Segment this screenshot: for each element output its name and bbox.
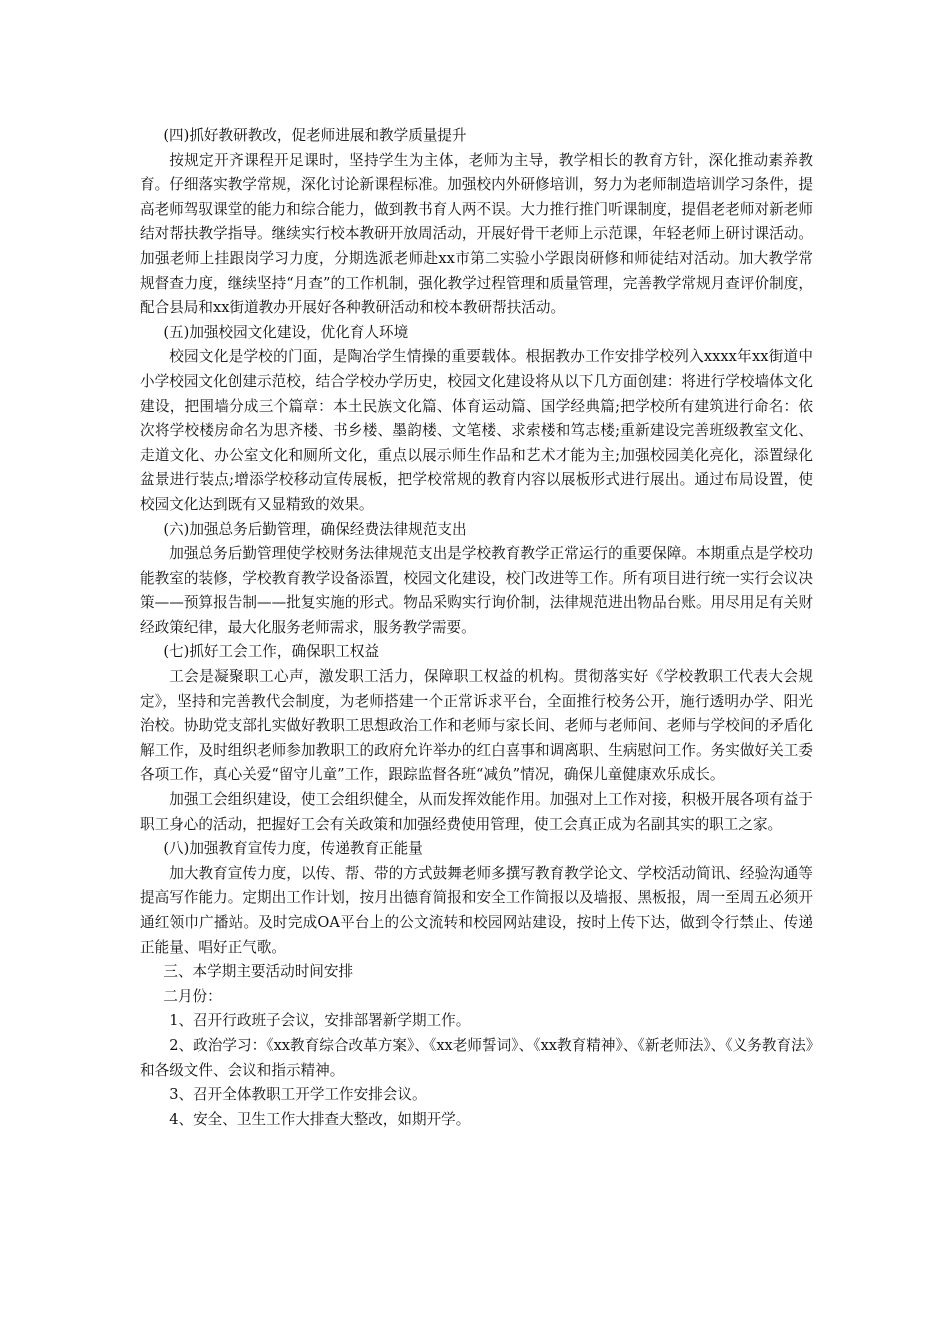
list-item: 2、政治学习：《xx教育综合改革方案》、《xx老师誓词》、《xx教育精神》、《新老师法》、《义务教育法》和各级文件、会议和指示精神。 [140, 1036, 813, 1079]
paragraph: 按规定开齐课程开足课时，坚持学生为主体，老师为主导，教学相长的教育方针，深化推动素养教育。仔细落实教学常规，深化讨论新课程标准。加强校内外研修培训，努力为老师制造培训学习条件，提高老师驾驭课堂的能力和综合能力，做到教书育人两不误。大力推行推门听课制度，提倡老老师对新老师结对帮扶教学指导。继续实行校本教研开放周活动，开展好骨干老师上示范课，年轻老师上研讨课活动。加强老师上挂跟岗学习力度，分期选派老师赴xx市第二实验小学跟岗研修和师徒结对活动。加大教学常规督查力度，继续坚持“月查”的工作机制，强化教学过程管理和质量管理，完善教学常规月查评价制度，配合县局和xx街道教办开展好各种教研活动和校本教研帮扶活动。 [140, 151, 813, 317]
paragraph: 加强总务后勤管理使学校财务法律规范支出是学校教育教学正常运行的重要保障。本期重点是学校功能教室的装修，学校教育教学设备添置，校园文化建设，校门改进等工作。所有项目进行统一实行会议决策——预算报告制——批复实施的形式。物品采购实行询价制，法律规范进出物品台账。用尽用足有关财经政策纪律，最大化服务老师需求，服务教学需要。 [140, 545, 813, 636]
section-heading: (六)加强总务后勤管理，确保经费法律规范支出 [163, 520, 467, 538]
list-item: 1、召开行政班子会议，安排部署新学期工作。 [169, 1012, 471, 1030]
paragraph: 加强工会组织建设，使工会组织健全，从而发挥效能作用。加强对上工作对接，积极开展各项有益于职工身心的活动，把握好工会有关政策和加强经费使用管理，使工会真正成为名副其实的职工之家。 [140, 791, 813, 833]
section-heading: 三、本学期主要活动时间安排 [163, 963, 354, 981]
section-heading: (四)抓好教研教改，促老师进展和教学质量提升 [163, 127, 467, 144]
paragraph: 加大教育宣传力度，以传、帮、带的方式鼓舞老师多撰写教育教学论文、学校活动简讯、经验沟通等提高写作能力。定期出工作计划，按月出德育简报和安全工作简报以及墙报、黑板报，周一至周五必须开通红领巾广播站。及时完成OA平台上的公文流转和校园网站建设，按时上传下达，做到令行禁止、传递正能量、唱好正气歌。 [140, 864, 813, 956]
list-item: 3、召开全体教职工开学工作安排会议。 [169, 1086, 427, 1104]
section-heading: (五)加强校园文化建设，优化育人环境 [163, 323, 409, 341]
month-heading: 二月份： [163, 987, 222, 1005]
section-heading: (八)加强教育宣传力度，传递教育正能量 [163, 840, 423, 858]
section-heading: (七)抓好工会工作，确保职工权益 [163, 643, 380, 661]
paragraph: 工会是凝聚职工心声，激发职工活力，保障职工权益的机构。贯彻落实好《学校教职工代表大会规定》，坚持和完善教代会制度，为老师搭建一个正常诉求平台，全面推行校务公开，施行透明办学、阳光治校。协助党支部扎实做好教职工思想政治工作和老师与家长间、老师与老师间、老师与学校间的矛盾化解工作，及时组织老师参加教职工的政府允许举办的红白喜事和调离职、生病慰问工作。务实做好关工委各项工作，真心关爱“留守儿童”工作，跟踪监督各班“减负”情况，确保儿童健康欢乐成长。 [140, 668, 813, 784]
document-body [140, 124, 813, 1132]
list-item: 4、安全、卫生工作大排查大整改，如期开学。 [169, 1110, 471, 1128]
paragraph: 校园文化是学校的门面，是陶冶学生情操的重要载体。根据教办工作安排学校列入xxxx年xx街道中小学校园文化创建示范校，结合学校办学历史，校园文化建设将从以下几方面创建：将进行学校墙体文化建设，把围墙分成三个篇章：本土民族文化篇、体育运动篇、国学经典篇;把学校所有建筑进行命名：依次将学校楼房命名为思齐楼、书乡楼、墨韵楼、文笔楼、求索楼和笃志楼;重新建设完善班级教室文化、走道文化、办公室文化和厕所文化，重点以展示师生作品和艺术才能为主;加强校园美化亮化，添置绿化盆景进行装点;增添学校移动宣传展板，把学校常规的教育内容以展板形式进行展出。通过布局设置，使校园文化达到既有又显精致的效果。 [140, 348, 813, 513]
